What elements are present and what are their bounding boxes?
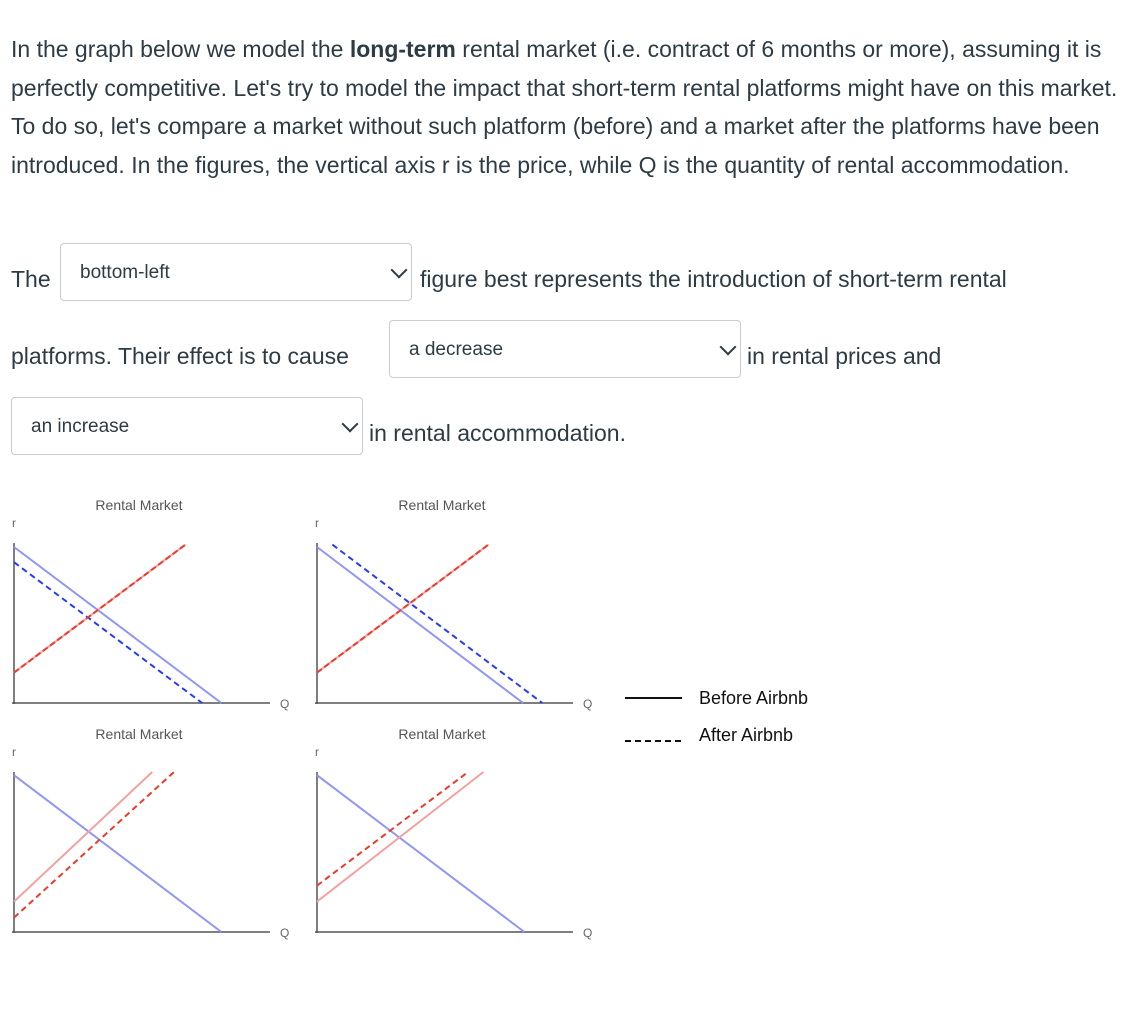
demand-before-line — [317, 775, 524, 932]
chevron-down-icon — [342, 416, 359, 433]
x-axis-label: Q — [280, 926, 290, 940]
intro-text: In the graph below we model the — [11, 36, 350, 62]
figure-dropdown[interactable] — [60, 243, 412, 301]
x-axis-label: Q — [280, 697, 290, 711]
demand-before-line — [14, 775, 221, 932]
quantity-dropdown-value: an increase — [31, 416, 130, 437]
price-dropdown[interactable] — [389, 320, 741, 378]
text-after-3: in rental accommodation. — [369, 420, 626, 446]
text-before-2: platforms. Their effect is to cause — [11, 343, 349, 369]
legend-after: After Airbnb — [699, 725, 794, 745]
chart-title: Rental Market — [398, 726, 486, 742]
demand-before-line — [317, 547, 523, 703]
legend-before: Before Airbnb — [699, 688, 809, 708]
quantity-dropdown[interactable] — [11, 397, 363, 455]
chart-title: Rental Market — [95, 497, 183, 513]
text-the: The — [11, 266, 51, 292]
y-axis-label: r — [12, 516, 16, 530]
supply-after-line — [317, 772, 468, 886]
demand-after-line — [332, 545, 542, 703]
legend — [625, 688, 808, 745]
figure-dropdown-value: bottom-left — [80, 262, 170, 283]
y-axis-label: r — [315, 745, 319, 759]
intro-text-2: rental market (i.e. contract of 6 months or more), assuming it is perfectly competitive. Let's try to model the impact that short-term rental platforms might have on this market. To do so, let's compare a market without such platform (before) and a market after the platforms have been introduced. In the figures, the vertical axis r is the price, while Q is the quantity of rental accommodation. — [11, 36, 1118, 178]
text-after-1: figure best represents the introduction of short-term rental — [420, 266, 1007, 292]
y-axis-label: r — [315, 516, 319, 530]
chevron-down-icon — [720, 339, 737, 356]
y-axis-label: r — [12, 745, 16, 759]
intro-bold: long-term — [349, 36, 456, 62]
x-axis-label: Q — [583, 926, 593, 940]
x-axis-label: Q — [583, 697, 593, 711]
chart-title: Rental Market — [95, 726, 183, 742]
text-after-2: in rental prices and — [747, 343, 942, 369]
rental-market-charts — [0, 480, 1130, 960]
chevron-down-icon — [391, 262, 408, 279]
price-dropdown-value: a decrease — [409, 339, 504, 360]
chart-title: Rental Market — [398, 497, 486, 513]
question-intro — [11, 30, 1121, 184]
demand-after-line — [14, 562, 202, 703]
demand-before-line — [14, 547, 221, 703]
